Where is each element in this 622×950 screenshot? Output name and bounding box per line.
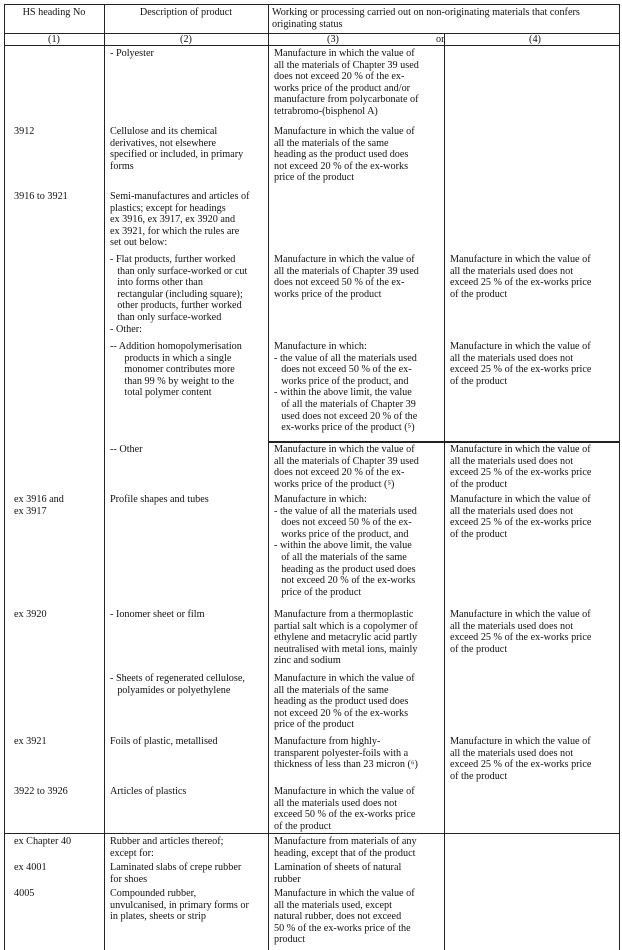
alternative-processing-cell: of the product	[450, 528, 508, 540]
working-processing-cell: heading as the product used does	[281, 563, 416, 575]
alternative-processing-cell: exceed 25 % of the ex-works price	[450, 467, 592, 479]
alternative-processing-cell: exceed 25 % of the ex-works price	[450, 632, 592, 644]
working-processing-cell: - the value of all the materials used	[274, 505, 417, 517]
working-processing-cell: of all the materials of Chapter 39	[281, 399, 416, 410]
column-number-1: (1)	[48, 34, 60, 45]
working-processing-cell: natural rubber, does not exceed	[274, 911, 402, 923]
alternative-processing-cell: of the product	[450, 643, 508, 655]
product-description-cell: except for:	[110, 847, 154, 859]
working-processing-cell: not exceed 20 % of the ex-works	[274, 707, 409, 719]
working-processing-cell: all the materials of the same	[274, 137, 389, 149]
column-divider-2	[268, 4, 269, 950]
column-number-3: (3)	[327, 34, 339, 45]
product-description-cell: - Other:	[110, 323, 142, 335]
product-description-cell: than 99 % by weight to the	[124, 375, 235, 387]
column-or-label: or	[436, 34, 445, 45]
working-processing-cell: of the product	[274, 820, 332, 832]
working-processing-cell: price of the product	[281, 586, 362, 598]
header-working-line2: originating status	[272, 19, 343, 30]
alternative-processing-cell: all the materials used does not	[450, 352, 574, 364]
alternative-processing-cell: all the materials used does not	[450, 455, 574, 467]
product-description-cell: Cellulose and its chemical	[110, 126, 218, 137]
alternative-processing-cell: Manufacture in which the value of	[450, 254, 591, 265]
hs-heading-cell: ex 3921	[14, 736, 47, 747]
product-description-cell: - Polyester	[110, 48, 154, 59]
row-rule	[268, 441, 620, 443]
working-processing-cell: Manufacture in which the value of	[274, 444, 415, 455]
table-border-top	[4, 4, 620, 5]
header-hs-heading: HS heading No	[22, 7, 86, 18]
product-description-cell: rectangular (including square);	[117, 288, 243, 300]
alternative-processing-cell: all the materials used does not	[450, 747, 574, 759]
working-processing-cell: transparent polyester-foils with a	[274, 747, 409, 759]
header-working-line1: Working or processing carried out on non-originating materials that confers	[272, 7, 580, 18]
hs-heading-cell: 3922 to 3926	[14, 786, 68, 797]
column-divider-3	[444, 33, 445, 950]
alternative-processing-cell: exceed 25 % of the ex-works price	[450, 277, 592, 289]
working-processing-cell: works price of the product (⁵)	[274, 478, 395, 490]
hs-heading-cell: ex 3917	[14, 505, 47, 517]
table-border-right	[619, 4, 620, 950]
working-processing-cell: partial salt which is a copolymer of	[274, 620, 418, 632]
alternative-processing-cell: Manufacture in which the value of	[450, 341, 591, 352]
table-border-left	[4, 4, 5, 950]
column-divider-1	[104, 4, 105, 950]
alternative-processing-cell: of the product	[450, 288, 508, 300]
working-processing-cell: does not exceed 20 % of the ex-	[274, 467, 405, 479]
hs-heading-cell: ex 3916 and	[14, 494, 64, 505]
working-processing-cell: does not exceed 50 % of the ex-	[281, 364, 412, 376]
working-processing-cell: all the materials of Chapter 39 used	[274, 265, 419, 277]
working-processing-cell: product	[274, 934, 306, 946]
working-processing-cell: works price of the product, and	[281, 528, 409, 540]
product-description-cell: -- Other	[110, 444, 143, 455]
product-description-cell: in plates, sheets or strip	[110, 911, 206, 923]
working-processing-cell: works price of the product and/or	[274, 82, 411, 94]
alternative-processing-cell: of the product	[450, 478, 508, 490]
working-processing-cell: - the value of all the materials used	[274, 352, 417, 364]
product-description-cell: Semi-manufactures and articles of	[110, 191, 250, 202]
hs-heading-cell: 3916 to 3921	[14, 191, 68, 202]
alternative-processing-cell: of the product	[450, 375, 508, 387]
alternative-processing-cell: exceed 25 % of the ex-works price	[450, 759, 592, 771]
alternative-processing-cell: all the materials used does not	[450, 505, 574, 517]
working-processing-cell: price of the product	[274, 172, 355, 184]
product-description-cell: unvulcanised, in primary forms or	[110, 899, 249, 911]
alternative-processing-cell: Manufacture in which the value of	[450, 444, 591, 455]
working-processing-cell: manufacture from polycarbonate of	[274, 94, 419, 106]
working-processing-cell: works price of the product	[274, 288, 382, 300]
working-processing-cell: does not exceed 50 % of the ex-	[274, 277, 405, 289]
working-processing-cell: tetrabromo-(bisphenol A)	[274, 106, 378, 117]
working-processing-cell: Manufacture in which the value of	[274, 673, 415, 684]
product-description-cell: products in which a single	[124, 352, 232, 364]
product-description-cell: - Ionomer sheet or film	[110, 609, 205, 620]
working-processing-cell: heading as the product used does	[274, 149, 409, 161]
product-description-cell: set out below:	[110, 237, 168, 249]
product-description-cell: - Flat products, further worked	[110, 254, 236, 265]
working-processing-cell: - within the above limit, the value	[274, 540, 412, 552]
alternative-processing-cell: Manufacture in which the value of	[450, 736, 591, 747]
alternative-processing-cell: exceed 25 % of the ex-works price	[450, 517, 592, 529]
working-processing-cell: price of the product	[274, 719, 355, 731]
product-description-cell: for shoes	[110, 873, 148, 885]
alternative-processing-cell: Manufacture in which the value of	[450, 494, 591, 505]
working-processing-cell: all the materials used, except	[274, 899, 392, 911]
product-description-cell: Compounded rubber,	[110, 888, 197, 899]
working-processing-cell: of all the materials of the same	[281, 552, 407, 563]
working-processing-cell: - within the above limit, the value	[274, 387, 412, 399]
product-description-cell: Laminated slabs of crepe rubber	[110, 862, 242, 873]
header-description: Description of product	[139, 7, 233, 18]
working-processing-cell: all the materials of the same	[274, 684, 389, 696]
hs-heading-cell: ex 4001	[14, 862, 47, 873]
product-description-cell: - Sheets of regenerated cellulose,	[110, 673, 245, 684]
alternative-processing-cell: Manufacture in which the value of	[450, 609, 591, 620]
product-description-cell: derivatives, not elsewhere	[110, 137, 217, 149]
product-description-cell: Articles of plastics	[110, 786, 187, 797]
working-processing-cell: does not exceed 20 % of the ex-	[274, 71, 405, 83]
working-processing-cell: heading as the product used does	[274, 696, 409, 708]
working-processing-cell: Manufacture from highly-	[274, 736, 381, 747]
working-processing-cell: used does not exceed 20 % of the	[281, 410, 418, 422]
working-processing-cell: Manufacture from materials of any	[274, 836, 417, 847]
working-processing-cell: 50 % of the ex-works price of the	[274, 922, 411, 934]
product-description-cell: monomer contributes more	[124, 364, 235, 376]
working-processing-cell: not exceed 20 % of the ex-works	[281, 575, 416, 587]
working-processing-cell: Manufacture in which:	[274, 341, 367, 352]
product-description-cell: Foils of plastic, metallised	[110, 736, 218, 747]
product-description-cell: Profile shapes and tubes	[110, 494, 209, 505]
hs-heading-cell: ex Chapter 40	[14, 836, 72, 847]
working-processing-cell: Manufacture in which the value of	[274, 126, 415, 137]
product-description-cell: Rubber and articles thereof;	[110, 836, 224, 847]
working-processing-cell: Manufacture in which:	[274, 494, 367, 505]
hs-heading-cell: 4005	[14, 888, 35, 899]
product-description-cell: ex 3916, ex 3917, ex 3920 and	[110, 214, 236, 226]
working-processing-cell: zinc and sodium	[274, 655, 341, 667]
working-processing-cell: ethylene and metacrylic acid partly	[274, 632, 418, 644]
working-processing-cell: all the materials of Chapter 39 used	[274, 59, 419, 71]
product-description-cell: forms	[110, 160, 134, 172]
working-processing-cell: Manufacture in which the value of	[274, 254, 415, 265]
working-processing-cell: all the materials of Chapter 39 used	[274, 455, 419, 467]
hs-heading-cell: ex 3920	[14, 609, 47, 620]
product-description-cell: other products, further worked	[117, 300, 242, 312]
working-processing-cell: Manufacture in which the value of	[274, 786, 415, 797]
working-processing-cell: ex-works price of the product (⁵)	[281, 422, 415, 434]
chapter-rule	[4, 833, 620, 834]
product-description-cell: into forms other than	[117, 277, 203, 289]
hs-heading-cell: 3912	[14, 126, 35, 137]
working-processing-cell: all the materials used does not	[274, 797, 398, 809]
working-processing-cell: not exceed 20 % of the ex-works	[274, 160, 409, 172]
alternative-processing-cell: all the materials used does not	[450, 620, 574, 632]
product-description-cell: ex 3921, for which the rules are	[110, 225, 240, 237]
product-description-cell: specified or included, in primary	[110, 149, 244, 161]
working-processing-cell: rubber	[274, 873, 301, 885]
alternative-processing-cell: of the product	[450, 770, 508, 782]
working-processing-cell: Manufacture in which the value of	[274, 48, 415, 59]
product-description-cell: than only surface-worked or cut	[117, 265, 248, 277]
working-processing-cell: does not exceed 50 % of the ex-	[281, 517, 412, 529]
column-number-2: (2)	[180, 34, 192, 45]
working-processing-cell: neutralised with metal ions, mainly	[274, 643, 418, 655]
alternative-processing-cell: exceed 25 % of the ex-works price	[450, 364, 592, 376]
working-processing-cell: Lamination of sheets of natural	[274, 862, 402, 873]
working-processing-cell: thickness of less than 23 micron (⁶)	[274, 759, 418, 771]
alternative-processing-cell: all the materials used does not	[450, 265, 574, 277]
product-description-cell: polyamides or polyethylene	[117, 684, 231, 696]
product-description-cell: total polymer content	[124, 387, 212, 399]
working-processing-cell: Manufacture in which the value of	[274, 888, 415, 899]
working-processing-cell: heading, except that of the product	[274, 847, 416, 859]
product-description-cell: plastics; except for headings	[110, 202, 226, 214]
product-description-cell: than only surface-worked	[117, 312, 222, 323]
working-processing-cell: Manufacture from a thermoplastic	[274, 609, 414, 620]
column-number-4: (4)	[529, 34, 541, 45]
product-description-cell: -- Addition homopolymerisation	[110, 341, 242, 352]
working-processing-cell: works price of the product, and	[281, 375, 409, 387]
working-processing-cell: exceed 50 % of the ex-works price	[274, 809, 416, 821]
